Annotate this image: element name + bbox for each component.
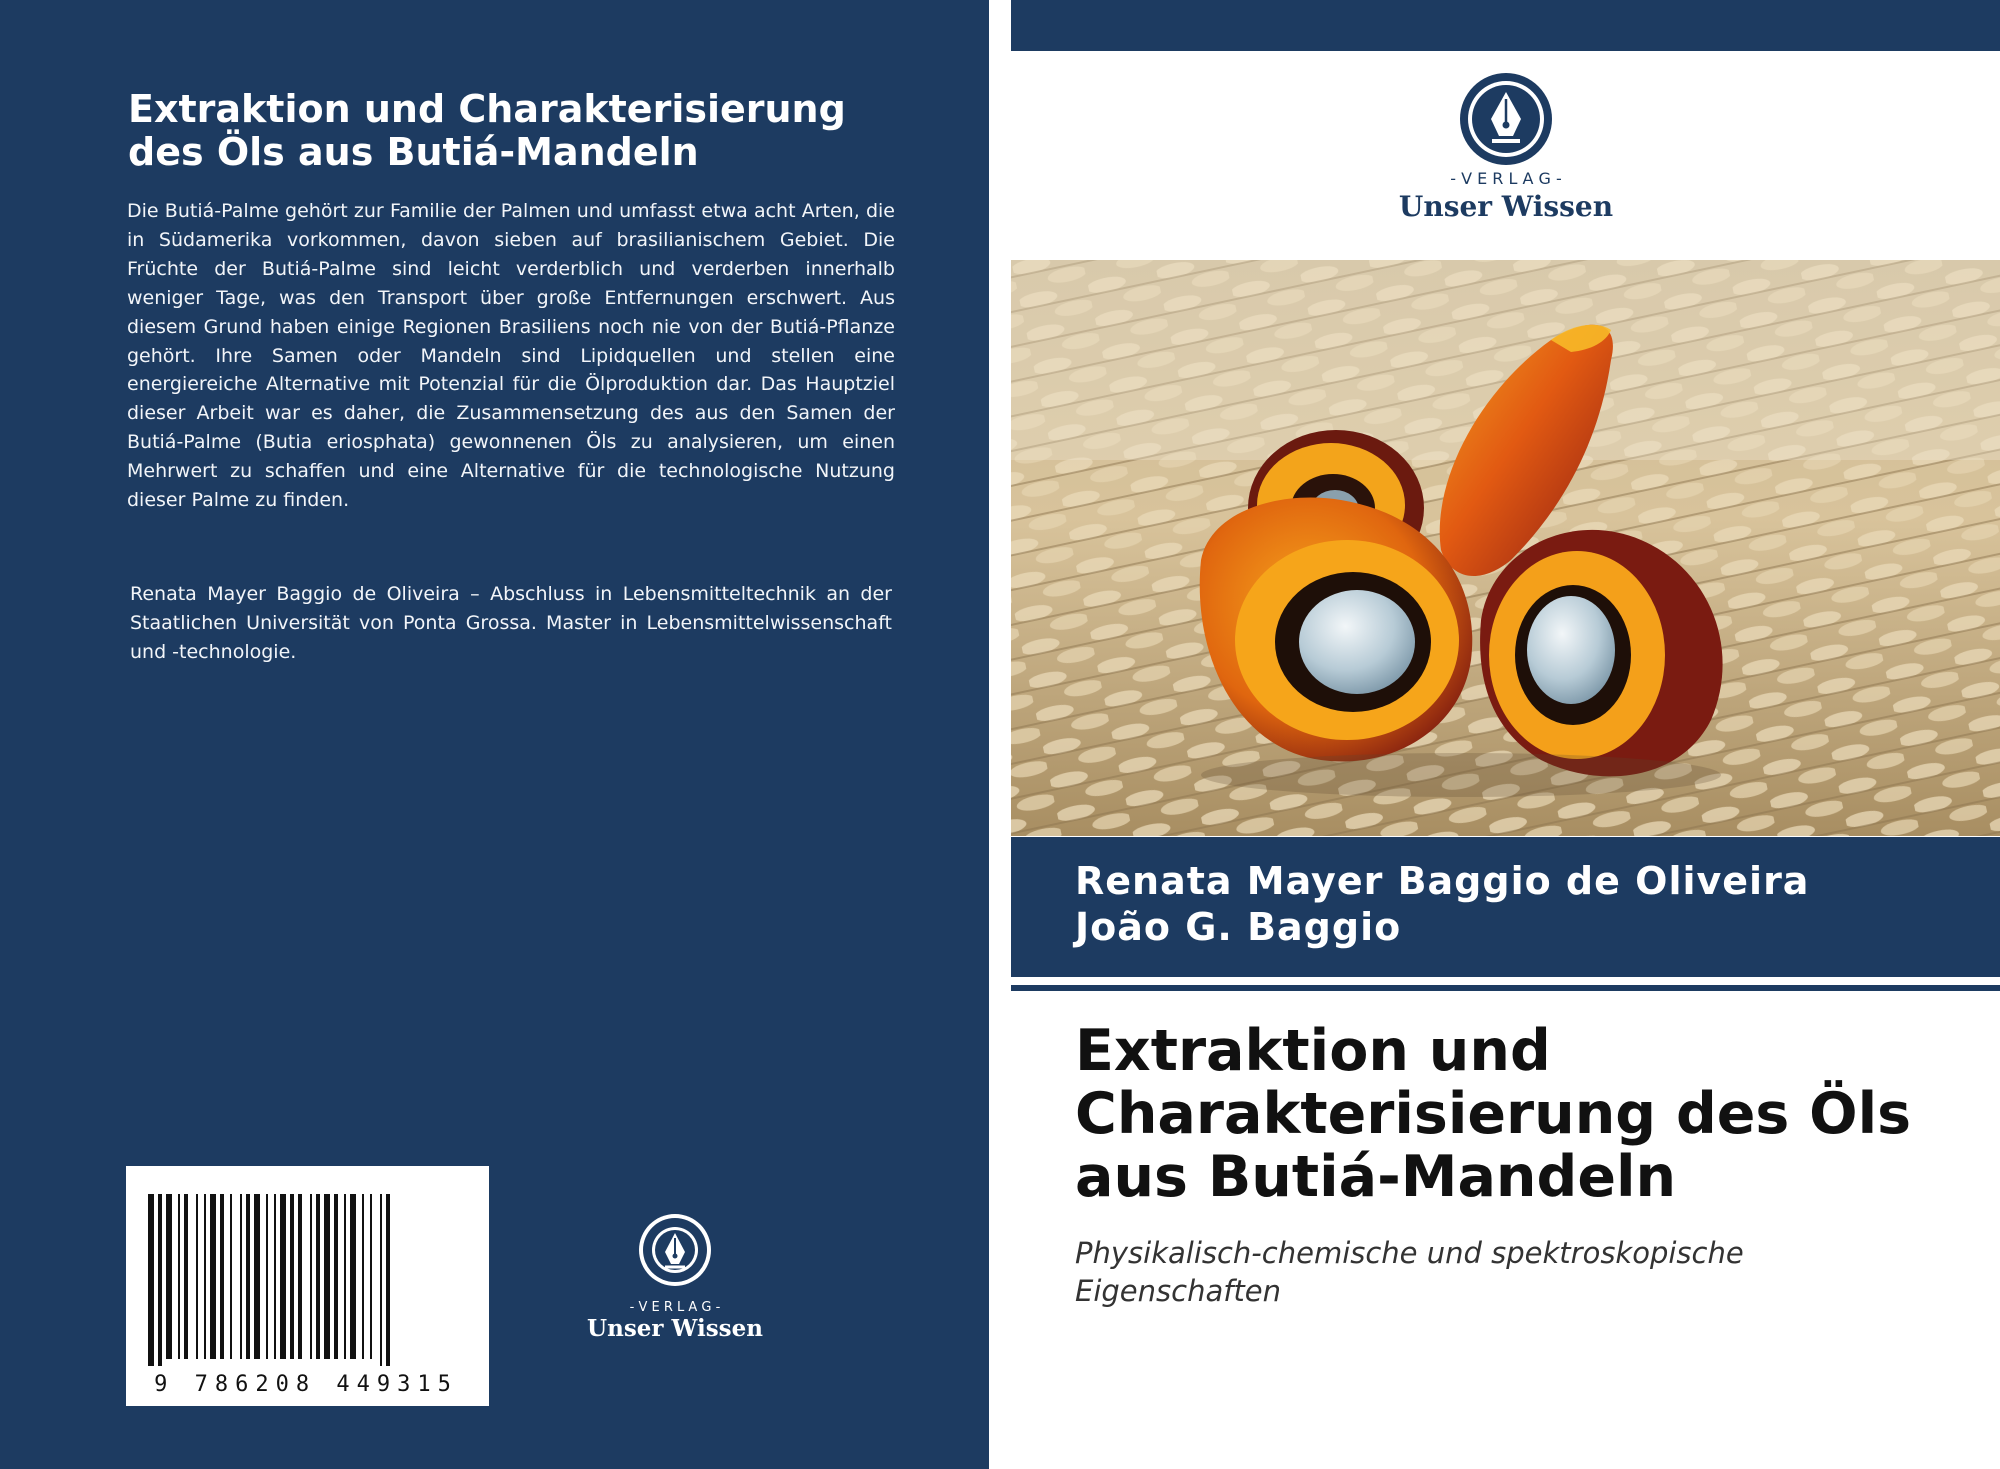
barcode-bar	[324, 1194, 330, 1359]
barcode-bar	[362, 1194, 364, 1359]
barcode-bar	[290, 1194, 294, 1359]
front-top-bar	[1011, 0, 2000, 51]
barcode-bar	[316, 1194, 320, 1359]
barcode-bar	[266, 1194, 268, 1359]
barcode-bar	[280, 1194, 286, 1359]
barcode-bar	[230, 1194, 232, 1359]
barcode-bar	[204, 1194, 206, 1359]
barcode-bar	[380, 1194, 382, 1372]
barcode-bar	[298, 1194, 302, 1359]
pen-nib-logo-icon	[1351, 72, 1661, 232]
author-biography: Renata Mayer Baggio de Oliveira – Abschluss in Lebensmitteltechnik an der Staatlichen Universität von Ponta Grossa. Master in Lebensmittelwissenschaft und -technologie.	[130, 583, 892, 663]
author-band	[1011, 837, 2000, 977]
author-name-1: Renata Mayer Baggio de Oliveira	[1075, 859, 1810, 903]
isbn-number: 9 786208 449315	[154, 1372, 458, 1397]
barcode-bar	[246, 1194, 250, 1359]
front-cover-title: Extraktion und Charakterisierung des Öls aus Butiá-Mandeln	[1075, 1018, 1912, 1210]
logo-publisher-name: Unser Wissen	[587, 1315, 763, 1342]
barcode-bar	[220, 1194, 224, 1359]
back-cover-title: Extraktion und Charakterisierung des Öls aus Butiá-Mandeln	[128, 87, 846, 174]
barcode-bar	[178, 1194, 180, 1359]
barcode-bar	[148, 1194, 154, 1372]
barcode-bar	[386, 1194, 390, 1372]
pen-nib-logo-icon	[580, 1212, 770, 1352]
barcode-bar	[334, 1194, 338, 1359]
author-name-2: João G. Baggio	[1075, 905, 1402, 949]
barcode-bar	[254, 1194, 260, 1359]
barcode-bar	[196, 1194, 198, 1359]
spine	[989, 0, 1011, 1469]
barcode-bar	[350, 1194, 356, 1359]
barcode-bar	[344, 1194, 346, 1359]
back-cover	[0, 0, 989, 1469]
barcode-bar	[166, 1194, 172, 1359]
barcode-bar	[210, 1194, 216, 1359]
barcode-bar	[370, 1194, 372, 1359]
cover-photo-palm-fruits	[1011, 260, 2000, 836]
isbn-barcode	[126, 1166, 489, 1406]
barcode-bar	[240, 1194, 242, 1359]
barcode-bar	[158, 1194, 162, 1372]
back-cover-abstract: Die Butiá-Palme gehört zur Familie der Palmen und umfasst etwa acht Arten, die in Südamerika vorkommen, davon sieben auf brasilianischem Gebiet. Die Früchte der Butiá-Palme sind leicht verderblich und verderben innerhalb weniger Tage, was den Transport über große Entfernungen erschwert. Aus diesem Grund haben einige Regionen Brasiliens noch nie von der Butiá-Pflanze gehört. Ihre Samen oder Mandeln sind Lipidquellen und stellen eine energiereiche Alternative mit Potenzial für die Ölproduktion dar. Das Hauptziel dieser Arbeit war es daher, die Zusammensetzung des aus den Samen der Butiá-Palme (Butia eriosphata) gewonnenen Öls zu analysieren, um einen Mehrwert zu schaffen und eine Alternative für die technologische Nutzung dieser Palme zu finden.	[127, 200, 895, 512]
front-cover-subtitle: Physikalisch-chemische und spektroskopische Eigenschaften	[1075, 1236, 1744, 1308]
publisher-logo-front	[1351, 72, 1661, 232]
front-cover	[1011, 0, 2000, 1469]
publisher-logo-back	[580, 1212, 770, 1352]
logo-verlag-text: - V E R L A G -	[1450, 169, 1562, 188]
barcode-icon	[126, 1166, 489, 1406]
divider-rule	[1011, 985, 2000, 991]
palm-fruit-photo-icon	[1011, 260, 2000, 836]
barcode-bar	[184, 1194, 188, 1359]
logo-verlag-text: - V E R L A G -	[629, 1300, 721, 1315]
barcode-bar	[310, 1194, 312, 1359]
barcode-bar	[274, 1194, 276, 1359]
logo-publisher-name: Unser Wissen	[1398, 190, 1614, 223]
